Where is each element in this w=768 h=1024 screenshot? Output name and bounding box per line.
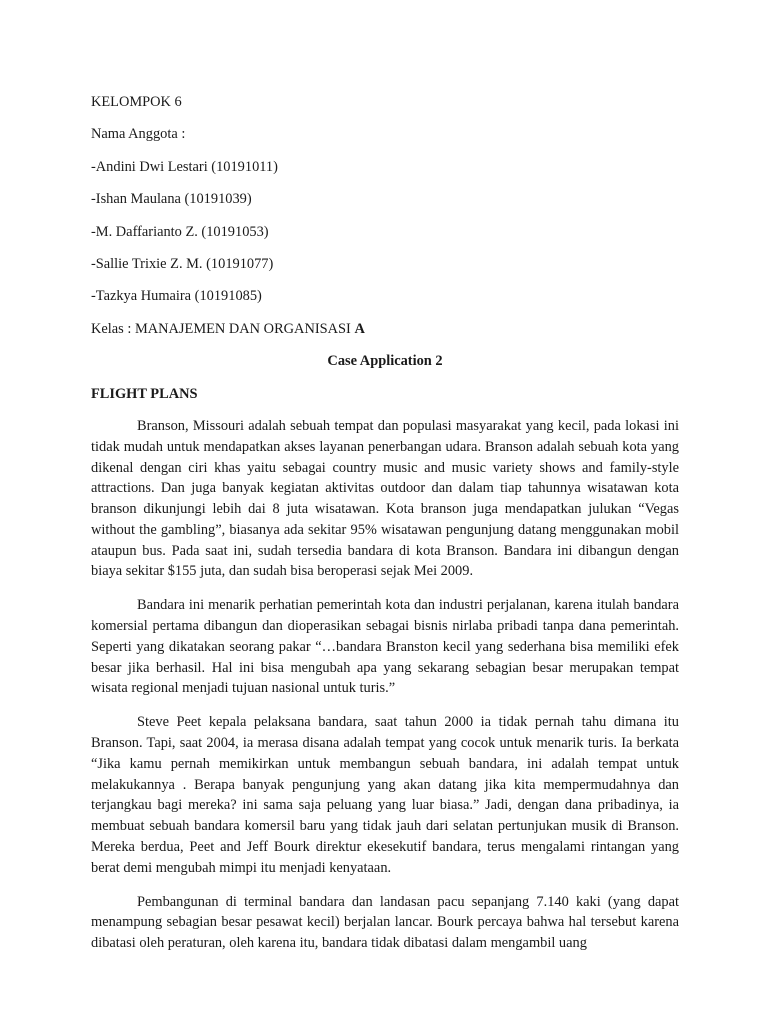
case-title: Case Application 2 (327, 353, 443, 370)
body-paragraph: Branson, Missouri adalah sebuah tempat dan populasi masyarakat yang kecil, pada lokasi ini tidak mudah untuk mendapatkan akses layanan penerbangan udara. Branson adalah sebuah kota yang dikenal dengan ciri khas yaitu sebagai country music and music variety shows and family-style attractions. Dan juga banyak kegiatan aktivitas outdoor dan dalam tiap tahunnya wisatawan kota branson dikunjungi lebih dai 8 juta wisatawan. Kota branson juga mendapatkan julukan “Vegas without the gambling”, biasanya ada sekitar 95% wisatawan pengunjung datang menggunakan mobil ataupun bus. Pada saat ini, sudah tersedia bandara di kota Branson. Bandara ini dibangun dengan biaya sekitar $155 juta, dan sudah bisa beroperasi sejak Mei 2009. (91, 417, 679, 580)
member-item: -Ishan Maulana (10191039) (91, 191, 252, 208)
member-item: -Tazkya Humaira (10191085) (91, 288, 262, 305)
document-body (91, 92, 679, 967)
group-heading: KELOMPOK 6 (91, 94, 182, 110)
member-item: -M. Daffarianto Z. (10191053) (91, 223, 269, 240)
members-label: Nama Anggota : (91, 126, 186, 143)
class-prefix: Kelas : MANAJEMEN DAN ORGANISASI (91, 320, 355, 337)
class-line (91, 319, 679, 340)
class-suffix: A (354, 320, 365, 337)
member-item: -Andini Dwi Lestari (10191011) (91, 158, 278, 175)
section-title: FLIGHT PLANS (91, 385, 198, 402)
member-item: -Sallie Trixie Z. M. (10191077) (91, 255, 274, 272)
body-paragraph: Steve Peet kepala pelaksana bandara, saat tahun 2000 ia tidak pernah tahu dimana itu Branson. Tapi, saat 2004, ia merasa disana adalah tempat yang cocok untuk menarik turis. Ia berkata “Jika kamu pernah memikirkan untuk membangun sebuah bandara, ini adalah tempat untuk melakukannya . Berapa banyak pengunjung yang akan datang jika kita mempermudahnya dan terjangkau bagi mereka? ini sama saja peluang yang luar biasa.” Jadi, dengan dana pribadinya, ia membuat sebuah bandara komersil baru yang tidak jauh dari selatan pertunjukan musik di Branson. Mereka berdua, Peet and Jeff Bourk direktur ekesekutif bandara, terus mengalami rintangan yang berat demi mengubah mimpi itu menjadi kenyataan. (91, 714, 679, 876)
body-paragraph: Pembangunan di terminal bandara dan landasan pacu sepanjang 7.140 kaki (yang dapat menampung sebagian besar pesawat kecil) berjalan lancar. Bourk percaya bahwa hal tersebut karena dibatasi oleh peraturan, oleh karena itu, bandara tidak dibatasi dalam mengambil uang (91, 893, 679, 952)
body-paragraph: Bandara ini menarik perhatian pemerintah kota dan industri perjalanan, karena itulah bandara komersial pertama dibangun dan dioperasikan sebagai bisnis nirlaba pribadi tanpa dana pemerintah. Seperti yang dikatakan seorang pakar “…bandara Branston kecil yang sederhana bisa memiliki efek besar jika berhasil. Hal ini bisa mengubah apa yang sekarang sebagian besar merupakan tempat wisata regional menjadi tujuan nasional untuk turis.” (91, 597, 679, 697)
